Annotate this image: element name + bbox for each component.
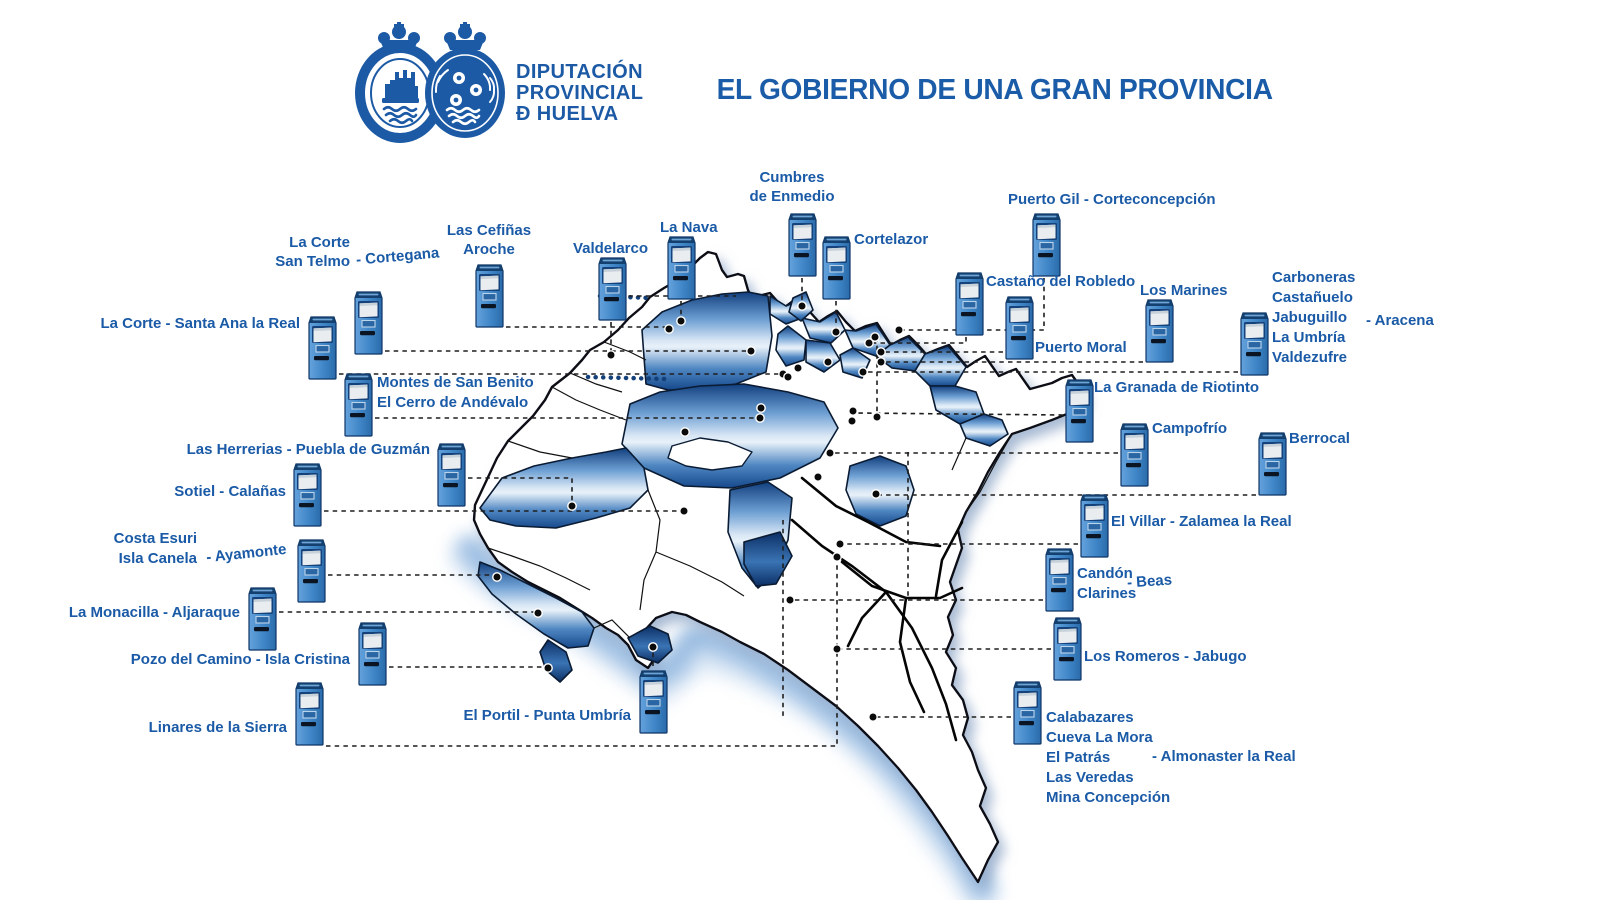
page-title: EL GOBIERNO DE UNA GRAN PROVINCIA	[716, 74, 1273, 106]
kiosk-icon-el-cerro-de-andevalo[interactable]	[345, 374, 372, 436]
station-label-line: La Corte - Santa Ana la Real	[100, 315, 300, 332]
station-label-line: Castañuelo	[1272, 289, 1353, 306]
station-label-line: Mina Concepción	[1046, 789, 1171, 806]
service-dot	[873, 413, 881, 421]
logo-right-medallion	[425, 48, 505, 138]
service-dot-campofrio	[826, 449, 834, 457]
kiosk-icon-candon-clarines-beas[interactable]	[1046, 549, 1073, 611]
kiosk-icon-berrocal[interactable]	[1259, 433, 1286, 495]
logo-text-line: PROVINCIAL	[516, 82, 644, 104]
service-dot-pozo-del-camino-isla-cristina	[544, 664, 552, 672]
service-dot-el-cerro-de-andevalo	[756, 414, 764, 422]
kiosk-icon-la-monacilla-aljaraque[interactable]	[249, 588, 276, 650]
service-dot	[848, 417, 856, 425]
kiosk-icon-la-nava[interactable]	[668, 237, 695, 299]
logo-text	[516, 62, 643, 125]
kiosk-icon-santa-ana-la-real[interactable]	[309, 317, 336, 379]
kiosk-icon-almonaster-la-real[interactable]	[1014, 682, 1041, 744]
station-label-line: Calabazares	[1046, 709, 1134, 726]
station-label-line: El Villar - Zalamea la Real	[1111, 513, 1292, 530]
station-label-line: Jabuguillo	[1272, 309, 1347, 326]
service-dot-cortelazor	[832, 328, 840, 336]
service-dot-puerto-moral	[877, 348, 885, 356]
station-label-line: San Telmo	[275, 253, 350, 270]
kiosk-icon-el-villar-zalamea[interactable]	[1081, 495, 1108, 557]
service-dot-linares-de-la-sierra	[833, 553, 841, 561]
kiosk-icon-cumbres-de-enmedio[interactable]	[789, 214, 816, 276]
station-label-line: La Nava	[660, 219, 718, 236]
kiosk-icon-los-marines[interactable]	[1146, 300, 1173, 362]
station-label-line: de Enmedio	[749, 188, 835, 205]
kiosk-icon-linares-de-la-sierra[interactable]	[296, 683, 323, 745]
station-label-line: Linares de la Sierra	[148, 719, 287, 736]
kiosk-icon-campofrio[interactable]	[1121, 424, 1148, 486]
service-dot-el-portil-punta-umbria	[649, 643, 657, 651]
service-dot	[871, 333, 879, 341]
station-label-line: Castaño del Robledo	[986, 273, 1136, 290]
kiosk-icon-la-granada-de-riotinto[interactable]	[1066, 380, 1093, 442]
service-dot-sotiel-calanas	[680, 507, 688, 515]
station-label-line: El Portil - Punta Umbría	[463, 707, 631, 724]
logo-crowns	[378, 22, 486, 50]
service-dot	[824, 358, 832, 366]
logo-text-line: Đ HUELVA	[516, 103, 619, 125]
station-label-line: Los Marines	[1140, 282, 1228, 299]
kiosk-icon-aroche[interactable]	[476, 265, 503, 327]
kiosk-icon-el-portil-punta-umbria[interactable]	[640, 671, 667, 733]
station-label-line: El Patrás	[1046, 749, 1111, 766]
station-label-line: Berrocal	[1289, 430, 1350, 447]
service-dot-berrocal	[872, 490, 880, 498]
service-dot	[681, 428, 689, 436]
service-dot-valdelarco	[607, 351, 615, 359]
service-dot-la-nava	[677, 317, 685, 325]
kiosk-icon-aracena[interactable]	[1241, 313, 1268, 375]
station-label-line: Los Romeros - Jabugo	[1084, 648, 1247, 665]
service-dot-candon-clarines-beas	[786, 596, 794, 604]
service-dot-cortegana	[747, 347, 755, 355]
station-label-municipality-ayamonte: - Ayamonte	[205, 540, 288, 567]
station-label-line: Cumbres	[759, 169, 825, 186]
diputacion-logo	[360, 22, 505, 138]
station-label-line: La Umbría	[1272, 329, 1346, 346]
service-dot-ayamonte	[493, 573, 501, 581]
station-label-line: Valdelarco	[572, 240, 648, 257]
service-dot-el-villar-zalamea	[836, 540, 844, 548]
station-label-line: El Cerro de Andévalo	[377, 394, 529, 411]
service-dot-cumbres-de-enmedio	[798, 302, 806, 310]
kiosk-icon-los-romeros-jabugo[interactable]	[1054, 618, 1081, 680]
kiosk-icon-cortegana[interactable]	[355, 292, 382, 354]
service-dot	[757, 404, 765, 412]
station-label-municipality-candon-clarines-beas: - Beas	[1126, 571, 1173, 592]
kiosk-icon-pozo-del-camino-isla-cristina[interactable]	[359, 623, 386, 685]
station-label-line: Las Veredas	[1046, 769, 1134, 786]
station-label-line: Las Herrerias - Puebla de Guzmán	[186, 441, 430, 458]
station-label-line: Las Cefiñas	[446, 222, 532, 239]
station-label-line: La Granada de Riotinto	[1094, 379, 1260, 396]
station-label-line: Costa Esuri	[113, 530, 197, 547]
service-dot-puebla-de-guzman	[568, 502, 576, 510]
service-dot	[784, 373, 792, 381]
station-label-line: Cueva La Mora	[1046, 729, 1153, 746]
station-label-line: Puerto Moral	[1035, 339, 1127, 356]
station-label-line: Clarines	[1077, 585, 1137, 602]
logo-text-line: DIPUTACIÓN	[516, 61, 643, 83]
kiosk-icon-cortelazor[interactable]	[823, 237, 850, 299]
station-label-line: Candón	[1077, 565, 1133, 582]
kiosk-icon-ayamonte[interactable]	[298, 540, 325, 602]
kiosk-icon-puebla-de-guzman[interactable]	[438, 444, 465, 506]
kiosk-icon-valdelarco[interactable]	[599, 258, 626, 320]
station-label-municipality-cortegana: - Cortegana	[355, 244, 440, 269]
station-label-line: La Monacilla - Aljaraque	[68, 604, 240, 621]
station-label-line: Campofrío	[1152, 420, 1227, 437]
station-label-line: Isla Canela	[118, 550, 197, 567]
service-dot-aracena	[859, 368, 867, 376]
station-label-line: Puerto Gil - Corteconcepción	[1008, 191, 1216, 208]
service-dot	[794, 364, 802, 372]
station-label-line: Cortelazor	[854, 231, 929, 248]
station-label-line: Montes de San Benito	[377, 374, 534, 391]
station-label-line: Valdezufre	[1272, 349, 1348, 366]
station-label-municipality-aracena: - Aracena	[1366, 312, 1434, 329]
service-dot-los-marines	[877, 358, 885, 366]
kiosk-icon-castano-del-robledo[interactable]	[956, 273, 983, 335]
station-label-line: Carboneras	[1272, 269, 1356, 286]
service-dot-la-monacilla-aljaraque	[534, 609, 542, 617]
kiosk-icon-sotiel-calanas[interactable]	[294, 464, 321, 526]
service-dot-almonaster-la-real	[869, 713, 877, 721]
service-dot-los-romeros-jabugo	[833, 645, 841, 653]
service-dot	[814, 473, 822, 481]
station-label-municipality-almonaster-la-real: - Almonaster la Real	[1152, 748, 1296, 765]
station-label-line: Sotiel - Calañas	[174, 483, 286, 500]
service-dot-la-granada-de-riotinto	[849, 407, 857, 415]
kiosk-icon-puerto-gil-corteconcepcion[interactable]	[1033, 214, 1060, 276]
kiosk-icon-puerto-moral[interactable]	[1006, 297, 1033, 359]
station-label-line: Pozo del Camino - Isla Cristina	[130, 651, 350, 668]
service-dot-aroche	[665, 325, 673, 333]
station-label-line: La Corte	[289, 234, 350, 251]
service-dot-puerto-gil-corteconcepcion	[895, 326, 903, 334]
station-label-line: Aroche	[463, 241, 515, 258]
